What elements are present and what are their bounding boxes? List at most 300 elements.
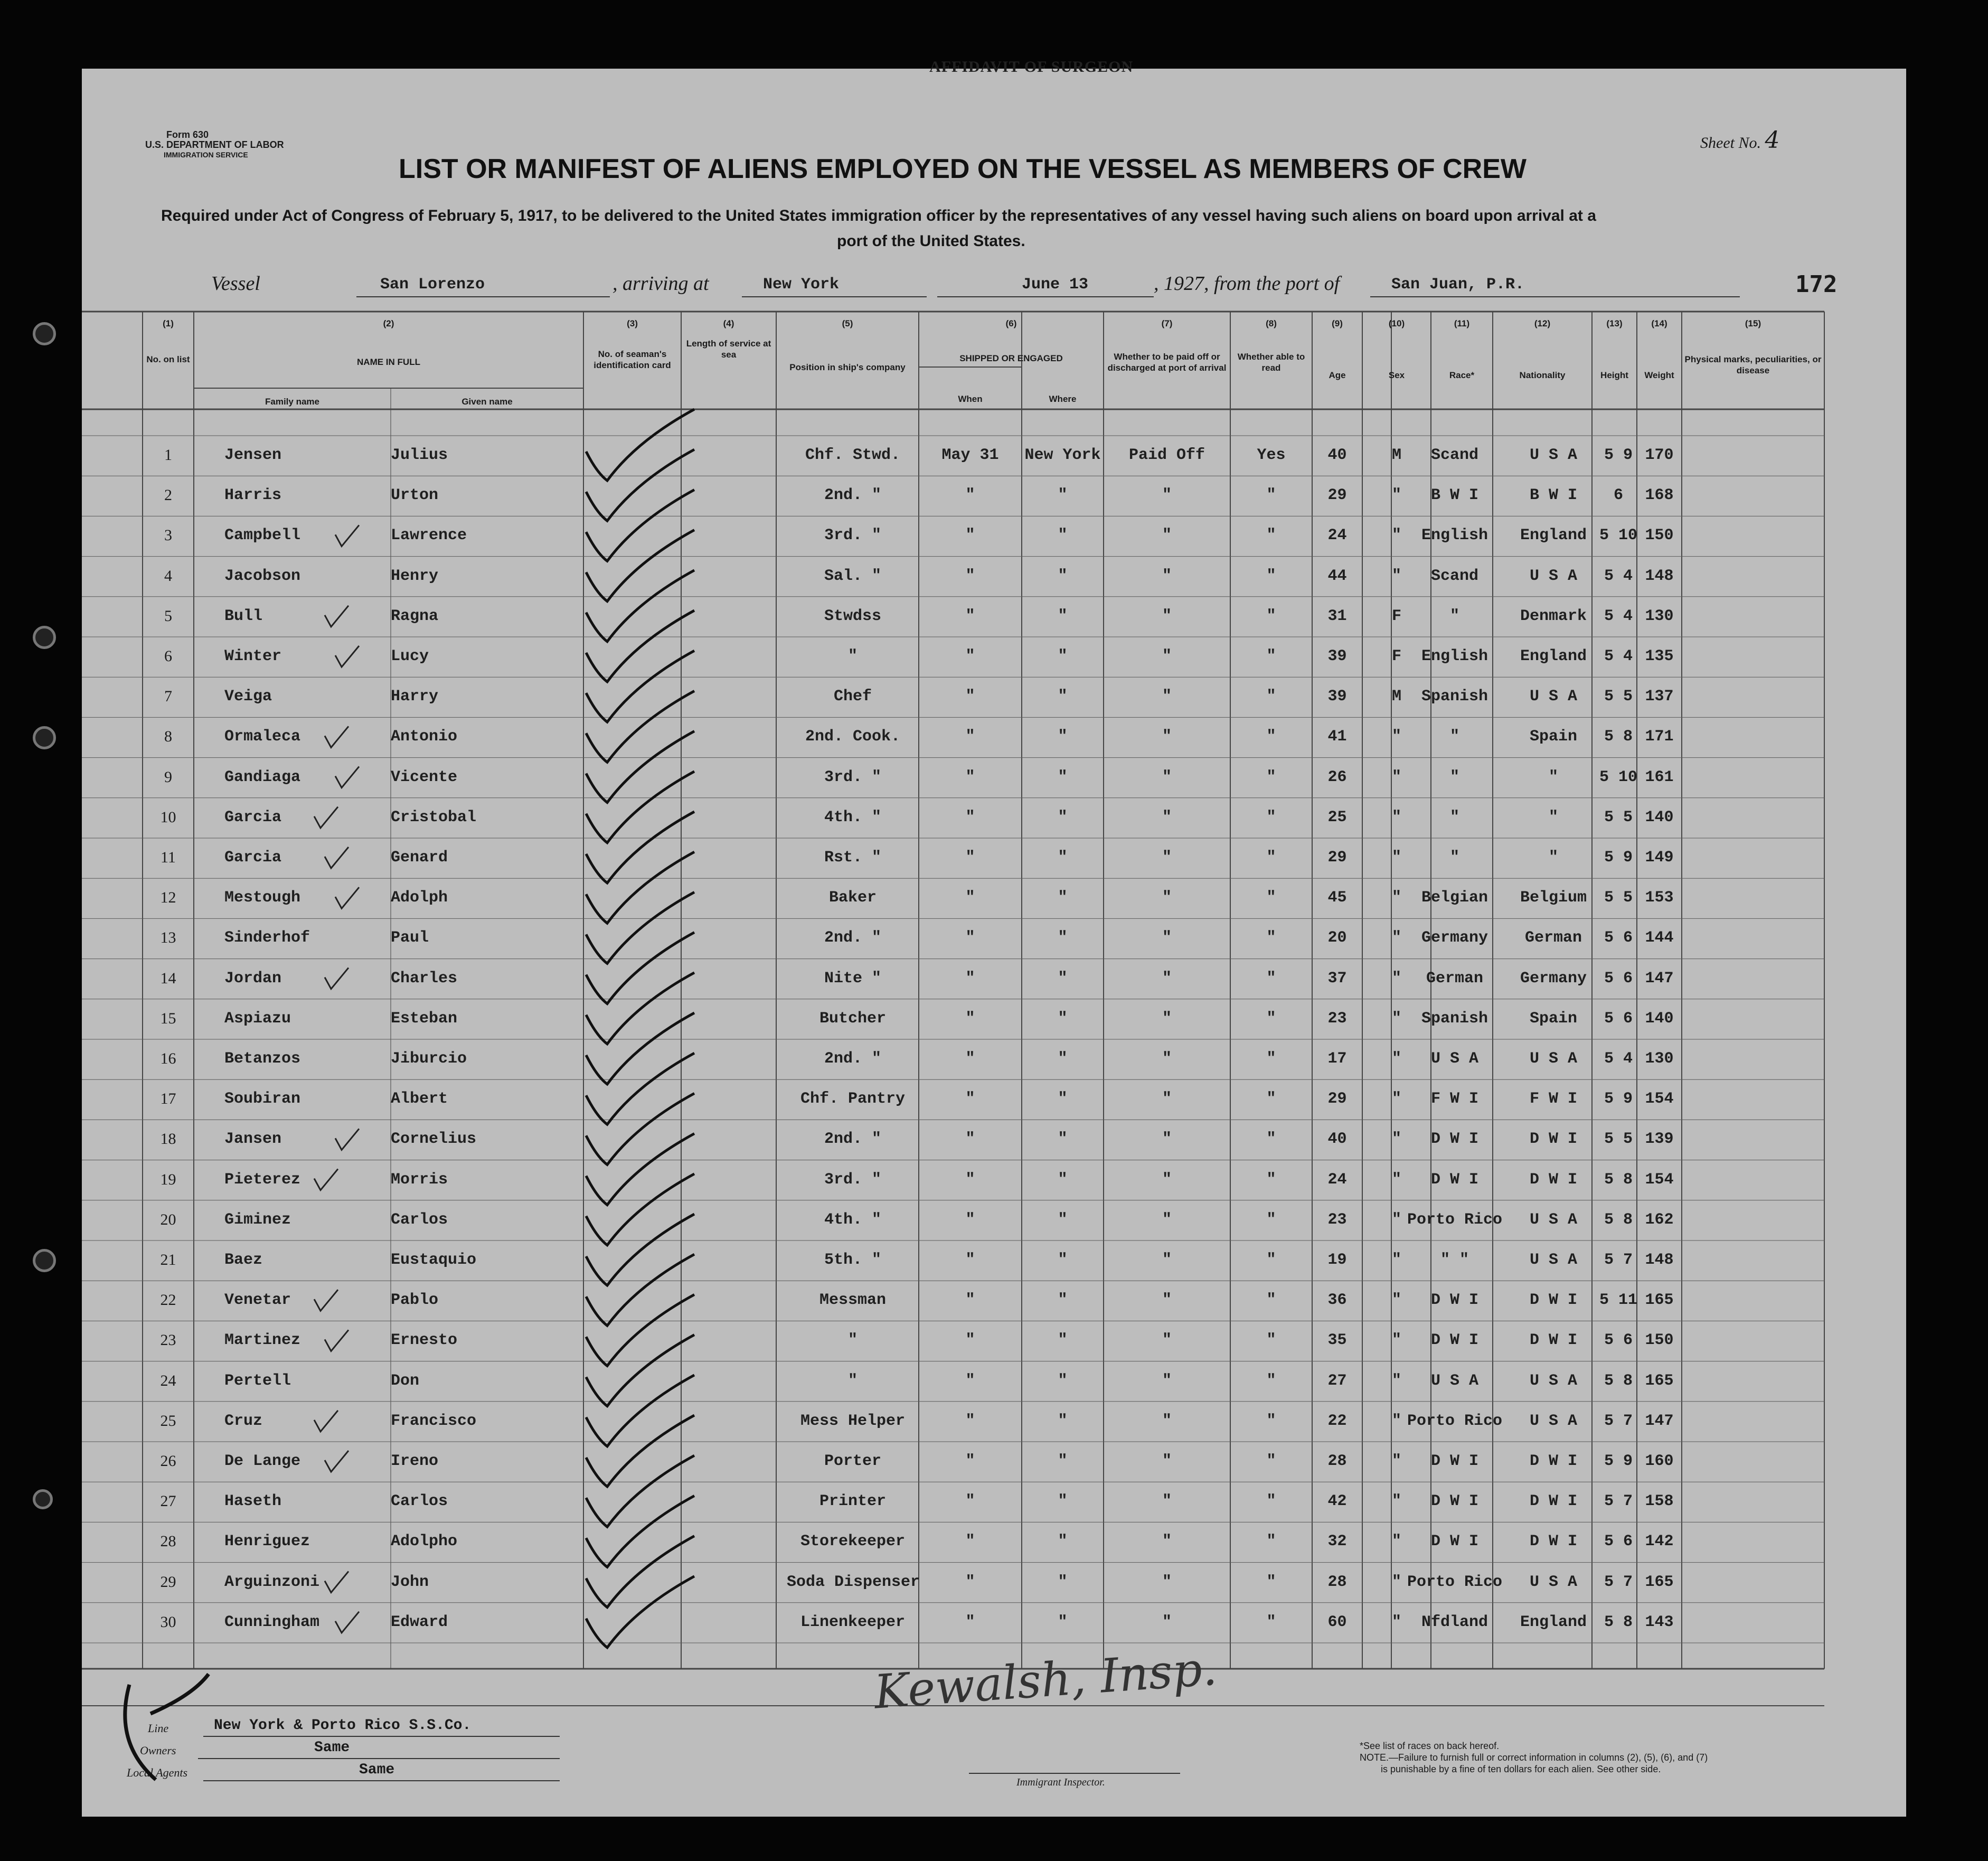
row-number: 16 [160,1050,176,1067]
header-nationality: Nationality [1519,370,1566,380]
race: " [1449,849,1459,867]
given-name: Charles [391,969,458,988]
height: 5 6 [1604,1533,1633,1551]
race: Scand [1430,446,1478,464]
immigrant-inspector-label: Immigrant Inspector. [1016,1777,1105,1788]
sex: " [1391,929,1401,947]
position: Printer [819,1492,887,1511]
sex: " [1391,1452,1401,1470]
paid-off: " [1162,1533,1172,1551]
weight: 143 [1645,1613,1674,1631]
row-number: 7 [164,688,172,706]
family-name: Gandiaga [224,768,301,786]
weight: 147 [1645,1412,1674,1430]
weight: 165 [1645,1573,1674,1591]
sex: " [1391,768,1401,786]
sex: " [1391,1090,1401,1108]
row-number: 17 [160,1090,176,1108]
nationality: England [1520,647,1587,665]
position: 2nd. " [824,486,882,505]
able-to-read: " [1266,1533,1276,1551]
shipped-when: " [965,889,975,907]
position: 3rd. " [824,527,882,545]
position: Rst. " [824,849,882,867]
age: 22 [1327,1412,1347,1430]
able-to-read: " [1266,1452,1276,1470]
age: 41 [1327,728,1347,746]
able-to-read: " [1266,1371,1276,1390]
nationality: B W I [1529,486,1577,505]
paid-off: " [1162,728,1172,746]
affidavit-header: AFFIDAVIT OF SURGEON [929,58,1134,76]
sex: " [1391,1492,1401,1511]
nationality: D W I [1529,1533,1577,1551]
position: Chf. Pantry [800,1090,906,1108]
race: D W I [1430,1533,1478,1551]
family-name: Pertell [224,1371,291,1390]
family-name: Sinderhof [224,929,310,947]
arrival-date: June 13 [1022,276,1089,294]
paid-off: " [1162,1613,1172,1631]
weight: 150 [1645,1331,1674,1350]
position: " [847,1371,858,1390]
position: Soda Dispenser [787,1573,920,1591]
race: " " [1440,1251,1469,1269]
weight: 142 [1645,1533,1674,1551]
column-number: (14) [1651,318,1667,328]
sex: " [1391,808,1401,826]
row-number: 29 [160,1573,176,1591]
age: 23 [1327,1009,1347,1028]
shipped-where: " [1058,969,1068,988]
footnote: *See list of races on back hereof. NOTE.—Failure to furnish full or correct information in columns (2), (5), (6), and (7) is punishable by a fine of ten dollars for each alien. See other side. [1360,1741,1708,1774]
row-number: 15 [160,1009,176,1027]
position: Sal. " [824,567,882,585]
family-name: Giminez [224,1210,291,1229]
row-number: 30 [160,1613,176,1631]
family-name: De Lange [224,1452,301,1470]
weight: 140 [1645,808,1674,826]
subtitle-line-1: Required under Act of Congress of February 5, 1917, to be delivered to the United States immigration officer by the representatives of any vessel having such aliens on board upon arrival at a [161,207,1596,224]
height: 5 6 [1604,1331,1633,1350]
race: German [1426,969,1484,988]
able-to-read: " [1266,929,1276,947]
nationality: U S A [1529,688,1577,706]
vessel-label: Vessel [211,272,260,295]
race: " [1449,607,1459,625]
family-name: Cruz [224,1412,263,1430]
given-name: Carlos [391,1210,448,1229]
given-name: Ernesto [391,1331,458,1350]
sex: " [1391,1210,1401,1229]
height: 6 [1613,486,1623,505]
weight: 153 [1645,889,1674,907]
age: 28 [1327,1452,1347,1470]
given-name: Edward [391,1613,448,1631]
height: 5 6 [1604,1009,1633,1028]
height: 5 4 [1604,567,1633,585]
year-label: , 1927, from the port of [1154,272,1340,295]
able-to-read: " [1266,1210,1276,1229]
binder-hole [33,1489,53,1509]
shipped-when: " [965,1251,975,1269]
given-name: Carlos [391,1492,448,1511]
paid-off: " [1162,1251,1172,1269]
paid-off: " [1162,929,1172,947]
sex: " [1391,889,1401,907]
paid-off: " [1162,969,1172,988]
nationality: England [1520,527,1587,545]
header-where: Where [1049,394,1077,404]
shipped-when: " [965,768,975,786]
able-to-read: " [1266,1130,1276,1149]
shipped-when: " [965,1170,975,1189]
shipped-when: " [965,1050,975,1068]
able-to-read: " [1266,849,1276,867]
nationality: U S A [1529,1371,1577,1390]
shipped-when: " [965,527,975,545]
sex: " [1391,1371,1401,1390]
family-name: Jordan [224,969,282,988]
paid-off: " [1162,1452,1172,1470]
weight: 137 [1645,688,1674,706]
manifest-sheet [82,58,1906,1817]
row-number: 19 [160,1170,176,1188]
able-to-read: " [1266,889,1276,907]
family-name: Soubiran [224,1090,301,1108]
height: 5 8 [1604,1613,1633,1631]
age: 26 [1327,768,1347,786]
nationality: D W I [1529,1492,1577,1511]
owners-label: Owners [140,1744,176,1757]
sex: " [1391,527,1401,545]
age: 27 [1327,1371,1347,1390]
race: Belgian [1421,889,1488,907]
race: " [1449,768,1459,786]
shipped-when: " [965,486,975,505]
shipped-where: " [1058,567,1068,585]
column-number: (11) [1454,318,1470,328]
paid-off: " [1162,1170,1172,1189]
race: D W I [1430,1170,1478,1189]
age: 20 [1327,929,1347,947]
given-name: Eustaquio [391,1251,477,1269]
shipped-when: " [965,1452,975,1470]
shipped-where: " [1058,1130,1068,1149]
shipped-when: " [965,1130,975,1149]
height: 5 9 [1604,849,1633,867]
header-when: When [958,394,983,404]
nationality: " [1548,849,1558,867]
given-name: Harry [391,688,439,706]
position: 5th. " [824,1251,882,1269]
row-number: 8 [164,728,172,746]
weight: 162 [1645,1210,1674,1229]
service: IMMIGRATION SERVICE [164,151,248,159]
age: 60 [1327,1613,1347,1631]
manifest-number: 172 [1795,271,1838,298]
row-number: 24 [160,1371,176,1389]
shipped-when: May 31 [941,446,999,464]
race: Spanish [1421,1009,1488,1028]
shipped-where: " [1058,768,1068,786]
sex: " [1391,849,1401,867]
age: 24 [1327,1170,1347,1189]
family-name: Henriguez [224,1533,310,1551]
family-name: Garcia [224,849,282,867]
weight: 135 [1645,647,1674,665]
header-given-name: Given name [461,397,513,407]
sex: " [1391,1009,1401,1028]
nationality: Spain [1529,1009,1577,1028]
able-to-read: " [1266,808,1276,826]
race: D W I [1430,1452,1478,1470]
height: 5 11 [1599,1291,1637,1310]
shipped-where: " [1058,1251,1068,1269]
header-name-in-full: NAME IN FULL [357,357,420,367]
nationality: U S A [1529,567,1577,585]
header-weight: Weight [1644,370,1674,380]
family-name: Jensen [224,446,282,464]
race: Porto Rico [1407,1573,1503,1591]
given-name: Albert [391,1090,448,1108]
given-name: Urton [391,486,439,505]
age: 29 [1327,849,1347,867]
position: 3rd. " [824,768,882,786]
row-number: 22 [160,1291,176,1309]
nationality: " [1548,808,1558,826]
given-name: Esteban [391,1009,458,1028]
age: 29 [1327,486,1347,505]
shipped-where: " [1058,1452,1068,1470]
header-race: Race* [1449,370,1475,380]
race: F W I [1430,1090,1478,1108]
family-name: Winter [224,647,282,665]
age: 35 [1327,1331,1347,1350]
sex: " [1391,1170,1401,1189]
column-number: (6) [1005,318,1017,328]
nationality: Belgium [1520,889,1587,907]
position: Butcher [819,1009,887,1028]
given-name: Morris [391,1170,448,1189]
header-id-card: No. of seaman's identification card [593,349,671,370]
weight: 154 [1645,1090,1674,1108]
row-number: 14 [160,969,176,987]
weight: 171 [1645,728,1674,746]
family-name: Harris [224,486,282,505]
height: 5 7 [1604,1573,1633,1591]
given-name: Lucy [391,647,429,665]
paid-off: " [1162,1331,1172,1350]
given-name: Antonio [391,728,458,746]
agents-label: Local Agents [127,1766,188,1779]
age: 31 [1327,607,1347,625]
given-name: Adolph [391,889,448,907]
age: 40 [1327,446,1347,464]
paid-off: " [1162,1291,1172,1310]
able-to-read: " [1266,768,1276,786]
race: English [1421,527,1488,545]
weight: 170 [1645,446,1674,464]
arrival-port: New York [763,276,840,294]
height: 5 4 [1604,607,1633,625]
able-to-read: " [1266,688,1276,706]
shipped-where: " [1058,688,1068,706]
position: Chef [833,688,872,706]
row-number: 21 [160,1251,176,1268]
nationality: U S A [1529,1412,1577,1430]
shipped-where: " [1058,889,1068,907]
family-name: Veiga [224,688,272,706]
height: 5 4 [1604,647,1633,665]
owners-value: Same [314,1740,350,1756]
given-name: Vicente [391,768,458,786]
position: Nite " [824,969,882,988]
paid-off: " [1162,1492,1172,1511]
shipped-when: " [965,728,975,746]
weight: 149 [1645,849,1674,867]
shipped-where: " [1058,1412,1068,1430]
row-number: 1 [164,446,172,464]
shipped-where: " [1058,1291,1068,1310]
family-name: Baez [224,1251,263,1269]
family-name: Arguinzoni [224,1573,320,1591]
able-to-read: " [1266,1412,1276,1430]
row-number: 6 [164,647,172,665]
shipped-where: " [1058,1371,1068,1390]
row-number: 27 [160,1492,176,1510]
nationality: D W I [1529,1170,1577,1189]
age: 28 [1327,1573,1347,1591]
vessel-name: San Lorenzo [380,276,485,294]
row-number: 4 [164,567,172,585]
paid-off: " [1162,808,1172,826]
family-name: Jansen [224,1130,282,1149]
header-no-on-list: No. on list [146,354,190,364]
weight: 130 [1645,1050,1674,1068]
shipped-where: " [1058,486,1068,505]
able-to-read: " [1266,567,1276,585]
shipped-where: " [1058,1492,1068,1511]
binder-hole [33,1249,56,1272]
shipped-where: " [1058,1050,1068,1068]
header-height: Height [1600,370,1628,380]
height: 5 7 [1604,1251,1633,1269]
given-name: Genard [391,849,448,867]
paid-off: " [1162,1009,1172,1028]
nationality: England [1520,1613,1587,1631]
race: Nfdland [1421,1613,1488,1631]
sex: " [1391,486,1401,505]
shipped-where: " [1058,808,1068,826]
sex: M [1391,446,1401,464]
able-to-read: " [1266,1251,1276,1269]
family-name: Ormaleca [224,728,301,746]
position: Messman [819,1291,887,1310]
paid-off: " [1162,1371,1172,1390]
column-number: (1) [163,318,174,328]
nationality: Germany [1520,969,1587,988]
shipped-where: " [1058,1009,1068,1028]
nationality: U S A [1529,1573,1577,1591]
nationality: Spain [1529,728,1577,746]
row-number: 2 [164,486,172,504]
row-number: 12 [160,889,176,907]
position: 4th. " [824,808,882,826]
able-to-read: " [1266,527,1276,545]
race: D W I [1430,1130,1478,1149]
age: 19 [1327,1251,1347,1269]
weight: 148 [1645,1251,1674,1269]
row-number: 25 [160,1412,176,1430]
header-sex: Sex [1388,370,1405,380]
age: 39 [1327,688,1347,706]
weight: 168 [1645,486,1674,505]
header-position: Position in ship's company [789,362,906,372]
shipped-when: " [965,1090,975,1108]
header-length-service: Length of service at sea [686,339,771,360]
height: 5 4 [1604,1050,1633,1068]
sheet-number: Sheet No. 4 [1700,127,1780,154]
header-able-read: Whether able to read [1237,352,1305,373]
nationality: U S A [1529,446,1577,464]
sex: " [1391,1412,1401,1430]
shipped-where: " [1058,607,1068,625]
family-name: Cunningham [224,1613,320,1631]
paid-off: " [1162,567,1172,585]
shipped-where: " [1058,849,1068,867]
position: 2nd. " [824,929,882,947]
column-number: (2) [383,318,394,328]
paid-off: " [1162,768,1172,786]
header-family-name: Family name [265,397,319,407]
given-name: Don [391,1371,420,1390]
family-name: Garcia [224,808,282,826]
race: Germany [1421,929,1488,947]
race: " [1449,808,1459,826]
weight: 160 [1645,1452,1674,1470]
given-name: Adolpho [391,1533,458,1551]
race: Spanish [1421,688,1488,706]
able-to-read: " [1266,1573,1276,1591]
weight: 165 [1645,1371,1674,1390]
column-number: (3) [627,318,638,328]
given-name: Lawrence [391,527,467,545]
position: Porter [824,1452,882,1470]
position: 3rd. " [824,1170,882,1189]
header-paid-off: Whether to be paid off or discharged at port of arrival [1107,352,1227,373]
sex: " [1391,728,1401,746]
column-number: (7) [1161,318,1173,328]
shipped-where: " [1058,929,1068,947]
given-name: Jiburcio [391,1050,467,1068]
age: 45 [1327,889,1347,907]
height: 5 6 [1604,929,1633,947]
able-to-read: " [1266,728,1276,746]
sex: F [1391,607,1401,625]
form-number: Form 630 [166,129,209,140]
able-to-read: " [1266,647,1276,665]
shipped-when: " [965,1492,975,1511]
race: " [1449,728,1459,746]
shipped-where: " [1058,527,1068,545]
column-number: (13) [1606,318,1623,328]
age: 42 [1327,1492,1347,1511]
agents-value: Same [359,1762,395,1778]
inspector-signature: Kewalsh, Insp. [872,1641,1219,1719]
paid-off: " [1162,607,1172,625]
nationality: " [1548,768,1558,786]
